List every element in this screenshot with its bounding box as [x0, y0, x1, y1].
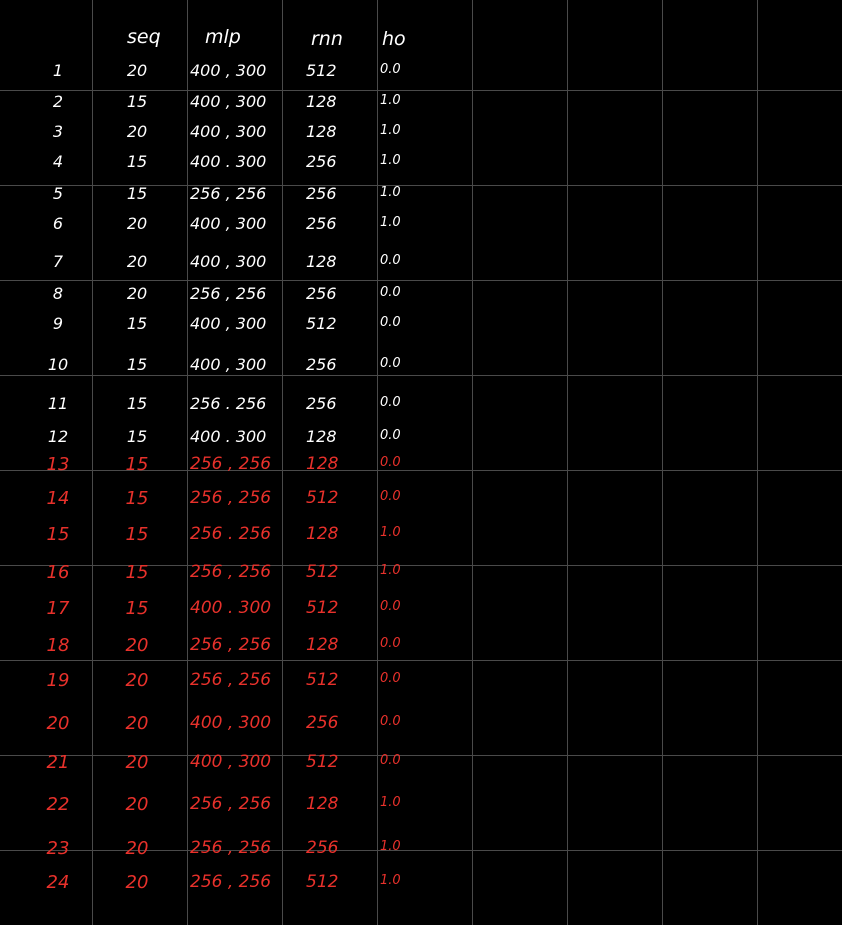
cell-ho: 0.0: [380, 253, 401, 268]
cell-idx: 8: [52, 284, 64, 303]
cell-ho: 0.0: [380, 753, 401, 768]
cell-idx: 2: [52, 92, 64, 111]
grid-hline: [0, 375, 842, 376]
grid-vline: [187, 0, 188, 925]
cell-seq: 20: [125, 838, 149, 859]
header-mlp: mlp: [205, 26, 241, 48]
cell-idx: 3: [52, 122, 64, 141]
cell-ho: 1.0: [380, 153, 401, 168]
cell-mlp: 256 , 256: [190, 284, 267, 303]
cell-idx: 16: [46, 562, 70, 583]
cell-rnn: 256: [306, 713, 339, 733]
cell-rnn: 256: [306, 355, 337, 374]
cell-idx: 18: [46, 635, 70, 656]
cell-idx: 12: [47, 427, 69, 446]
cell-mlp: 400 . 300: [190, 598, 272, 618]
grid-vline: [757, 0, 758, 925]
cell-rnn: 128: [306, 635, 339, 655]
cell-ho: 0.0: [380, 636, 401, 651]
cell-rnn: 256: [306, 394, 337, 413]
cell-seq: 20: [126, 284, 148, 303]
cell-idx: 6: [52, 214, 64, 233]
cell-seq: 15: [125, 488, 149, 509]
cell-ho: 0.0: [380, 599, 401, 614]
cell-idx: 4: [52, 152, 64, 171]
cell-seq: 15: [126, 92, 148, 111]
cell-mlp: 400 . 300: [190, 152, 267, 171]
cell-idx: 1: [52, 61, 64, 80]
cell-mlp: 256 , 256: [190, 184, 267, 203]
cell-ho: 0.0: [380, 455, 401, 470]
cell-idx: 23: [46, 838, 70, 859]
cell-idx: 15: [46, 524, 70, 545]
grid-hline: [0, 90, 842, 91]
cell-mlp: 256 , 256: [190, 838, 272, 858]
cell-seq: 20: [126, 252, 148, 271]
cell-ho: 0.0: [380, 714, 401, 729]
cell-ho: 0.0: [380, 315, 401, 330]
cell-seq: 15: [126, 184, 148, 203]
cell-mlp: 256 , 256: [190, 635, 272, 655]
cell-mlp: 256 , 256: [190, 488, 272, 508]
grid-hline: [0, 660, 842, 661]
grid-vline: [377, 0, 378, 925]
cell-seq: 20: [125, 713, 149, 734]
cell-seq: 15: [126, 314, 148, 333]
cell-seq: 20: [126, 122, 148, 141]
cell-rnn: 128: [306, 454, 339, 474]
cell-ho: 1.0: [380, 839, 401, 854]
cell-rnn: 512: [306, 488, 339, 508]
cell-seq: 20: [125, 794, 149, 815]
cell-idx: 22: [46, 794, 70, 815]
cell-mlp: 256 , 256: [190, 562, 272, 582]
cell-idx: 13: [46, 454, 70, 475]
cell-seq: 15: [126, 394, 148, 413]
header-ho: ho: [382, 28, 406, 50]
cell-mlp: 400 , 300: [190, 214, 267, 233]
cell-rnn: 512: [306, 598, 339, 618]
cell-seq: 20: [126, 214, 148, 233]
cell-mlp: 400 , 300: [190, 61, 267, 80]
cell-rnn: 128: [306, 92, 337, 111]
cell-seq: 20: [125, 670, 149, 691]
cell-idx: 10: [47, 355, 69, 374]
cell-seq: 15: [125, 562, 149, 583]
cell-rnn: 128: [306, 427, 337, 446]
cell-mlp: 400 , 300: [190, 752, 272, 772]
cell-ho: 0.0: [380, 428, 401, 443]
cell-idx: 24: [46, 872, 70, 893]
cell-ho: 0.0: [380, 489, 401, 504]
cell-rnn: 256: [306, 838, 339, 858]
cell-ho: 1.0: [380, 123, 401, 138]
cell-idx: 7: [52, 252, 64, 271]
cell-rnn: 512: [306, 670, 339, 690]
cell-idx: 20: [46, 713, 70, 734]
cell-mlp: 256 , 256: [190, 454, 272, 474]
cell-seq: 20: [126, 61, 148, 80]
cell-ho: 1.0: [380, 215, 401, 230]
cell-idx: 19: [46, 670, 70, 691]
grid-vline: [662, 0, 663, 925]
cell-mlp: 256 , 256: [190, 670, 272, 690]
cell-seq: 20: [125, 752, 149, 773]
cell-rnn: 512: [306, 562, 339, 582]
cell-rnn: 512: [306, 61, 337, 80]
cell-ho: 1.0: [380, 873, 401, 888]
cell-ho: 0.0: [380, 62, 401, 77]
cell-seq: 15: [126, 427, 148, 446]
cell-mlp: 256 , 256: [190, 872, 272, 892]
cell-idx: 14: [46, 488, 70, 509]
cell-idx: 17: [46, 598, 70, 619]
cell-mlp: 256 . 256: [190, 524, 272, 544]
cell-ho: 1.0: [380, 185, 401, 200]
cell-seq: 15: [125, 598, 149, 619]
cell-rnn: 256: [306, 152, 337, 171]
cell-seq: 15: [126, 355, 148, 374]
cell-rnn: 128: [306, 122, 337, 141]
cell-mlp: 256 . 256: [190, 394, 267, 413]
cell-seq: 20: [125, 872, 149, 893]
cell-mlp: 400 , 300: [190, 92, 267, 111]
cell-ho: 0.0: [380, 356, 401, 371]
cell-rnn: 256: [306, 284, 337, 303]
cell-rnn: 512: [306, 872, 339, 892]
cell-rnn: 128: [306, 524, 339, 544]
cell-seq: 20: [125, 635, 149, 656]
grid-hline: [0, 280, 842, 281]
cell-ho: 0.0: [380, 671, 401, 686]
cell-mlp: 400 , 300: [190, 713, 272, 733]
cell-rnn: 128: [306, 794, 339, 814]
cell-ho: 1.0: [380, 563, 401, 578]
cell-rnn: 512: [306, 314, 337, 333]
cell-seq: 15: [126, 152, 148, 171]
header-seq: seq: [127, 26, 161, 48]
cell-rnn: 128: [306, 252, 337, 271]
cell-mlp: 256 , 256: [190, 794, 272, 814]
cell-mlp: 400 . 300: [190, 427, 267, 446]
grid-vline: [567, 0, 568, 925]
cell-ho: 1.0: [380, 795, 401, 810]
cell-idx: 9: [52, 314, 64, 333]
grid-vline: [92, 0, 93, 925]
cell-mlp: 400 , 300: [190, 122, 267, 141]
cell-mlp: 400 , 300: [190, 355, 267, 374]
cell-ho: 1.0: [380, 525, 401, 540]
cell-rnn: 512: [306, 752, 339, 772]
cell-mlp: 400 , 300: [190, 252, 267, 271]
header-rnn: rnn: [311, 28, 343, 50]
cell-idx: 11: [47, 394, 69, 413]
grid-vline: [282, 0, 283, 925]
cell-seq: 15: [125, 454, 149, 475]
cell-idx: 5: [52, 184, 64, 203]
cell-ho: 1.0: [380, 93, 401, 108]
grid-vline: [472, 0, 473, 925]
cell-seq: 15: [125, 524, 149, 545]
cell-rnn: 256: [306, 214, 337, 233]
cell-ho: 0.0: [380, 285, 401, 300]
cell-rnn: 256: [306, 184, 337, 203]
cell-ho: 0.0: [380, 395, 401, 410]
cell-mlp: 400 , 300: [190, 314, 267, 333]
cell-idx: 21: [46, 752, 70, 773]
